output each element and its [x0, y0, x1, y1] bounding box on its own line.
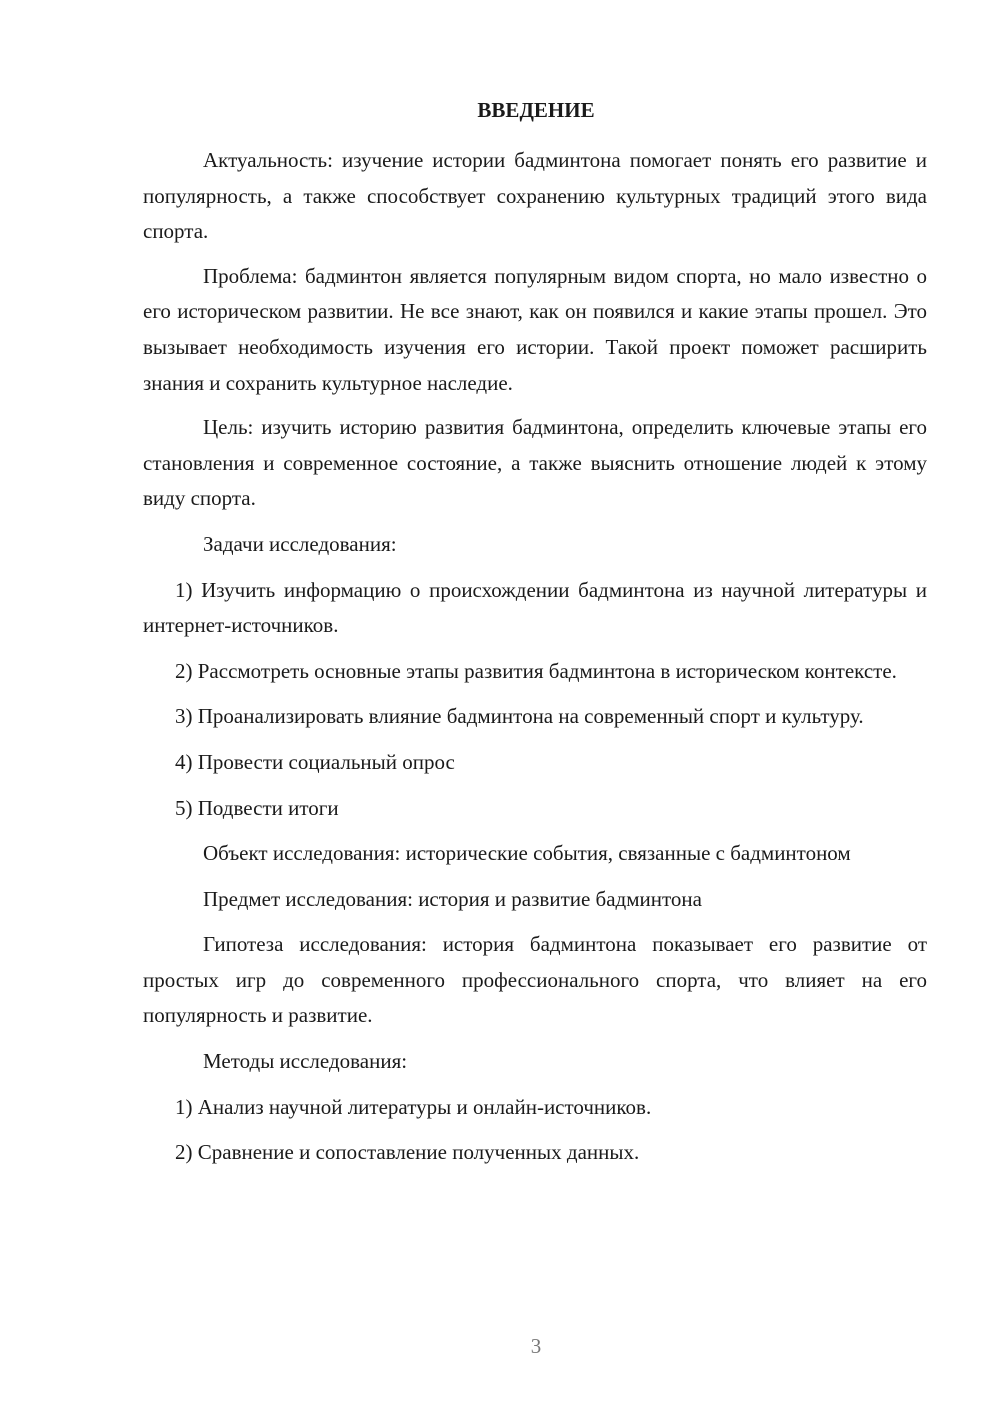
list-item-task-3: 3) Проанализировать влияние бадминтона на современный спорт и культуру. [175, 704, 864, 729]
page-title: ВВЕДЕНИЕ [477, 98, 595, 122]
page-number: 3 [530, 1334, 542, 1358]
list-item-method-2: 2) Сравнение и сопоставление полученных данных. [175, 1140, 640, 1165]
paragraph-subject: Предмет исследования: история и развитие бадминтона [203, 886, 702, 911]
document-body [143, 143, 927, 1171]
paragraph-object: Объект исследования: исторические события, связанные с бадминтоном [203, 841, 851, 866]
list-item-task-5: 5) Подвести итоги [175, 795, 339, 820]
list-item-task-4: 4) Провести социальный опрос [175, 749, 455, 774]
paragraph-methods-heading: Методы исследования: [203, 1049, 408, 1074]
paragraph-problem: Проблема: бадминтон является популярным видом спорта, но мало известно о его историческом развитии. Не все знают, как он появился и какие этапы прошел. Это вызывает необходимость изучения его истории. Такой проект поможет расширить знания и сохранить культурное наследие. [143, 263, 927, 395]
paragraph-goal: Цель: изучить историю развития бадминтона, определить ключевые этапы его становления и современное состояние, а также выяснить отношение людей к этому виду спорта. [143, 415, 927, 511]
list-item-task-2: 2) Рассмотреть основные этапы развития бадминтона в историческом контексте. [175, 658, 897, 683]
paragraph-relevance: Актуальность: изучение истории бадминтона помогает понять его развитие и популярность, а также способствует сохранению культурных традиций этого вида спорта. [143, 148, 927, 244]
list-item-task-1: 1) Изучить информацию о происхождении бадминтона из научной литературы и интернет-источников. [143, 577, 927, 638]
paragraph-hypothesis: Гипотеза исследования: история бадминтона показывает его развитие от простых игр до современного профессионального спорта, что влияет на его популярность и развитие. [143, 932, 927, 1028]
list-item-method-1: 1) Анализ научной литературы и онлайн-источников. [175, 1094, 652, 1119]
paragraph-tasks-heading: Задачи исследования: [203, 531, 397, 556]
